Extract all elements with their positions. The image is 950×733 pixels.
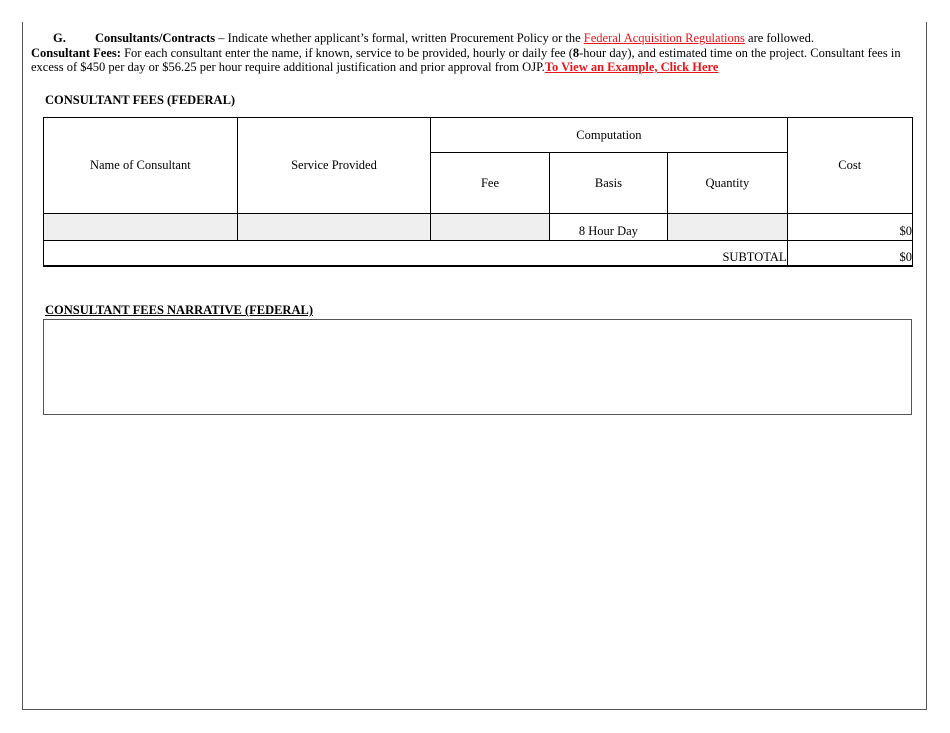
service-provided-input[interactable] [237,214,431,241]
header-name-of-consultant: Name of Consultant [44,118,238,214]
far-link[interactable]: Federal Acquisition Regulations [583,31,745,45]
quantity-input[interactable] [668,214,787,241]
fees-text: For each consultant enter the name, if known, service to be provided, hourly or daily fee ( [120,45,573,60]
header-computation: Computation [431,118,787,153]
header-cost: Cost [787,118,912,214]
header-quantity: Quantity [668,153,787,214]
subtotal-value: $0 [787,241,912,267]
intro-text: – Indicate whether applicant’s formal, written Procurement Policy or the [215,31,584,45]
table-row [44,214,913,241]
narrative-textarea[interactable] [43,319,912,415]
consultant-fees-label: Consultant Fees: [31,45,121,60]
subtotal-label: SUBTOTAL [44,241,788,267]
consultant-fees-title: CONSULTANT FEES (FEDERAL) [45,93,236,107]
fees-text-2: -hour day), and estimated time on the project. Consultant fees in excess of $450 per day or $56.25 per hour require additional justification and prior approval from OJP. [31,45,901,74]
section-title: Consultants/Contracts [95,31,216,45]
basis-select[interactable]: 8 Hour Day [549,214,667,241]
header-fee: Fee [431,153,549,214]
section-letter: G. [53,31,66,45]
fee-input[interactable] [431,214,549,241]
header-basis: Basis [549,153,667,214]
section-instructions [31,31,911,75]
consultant-fees-paragraph [31,46,911,75]
narrative-title: CONSULTANT FEES NARRATIVE (FEDERAL) [45,303,313,317]
subtotal-row [44,241,913,267]
intro-end-text: are followed. [744,31,814,45]
consultant-fees-table [43,117,913,267]
header-service-provided: Service Provided [237,118,431,214]
section-header-line [31,31,911,46]
example-link[interactable]: To View an Example, Click Here [544,60,719,74]
fees-bold-8: 8 [572,45,580,60]
consultant-name-input[interactable] [44,214,238,241]
row-cost-value: $0 [787,214,912,241]
